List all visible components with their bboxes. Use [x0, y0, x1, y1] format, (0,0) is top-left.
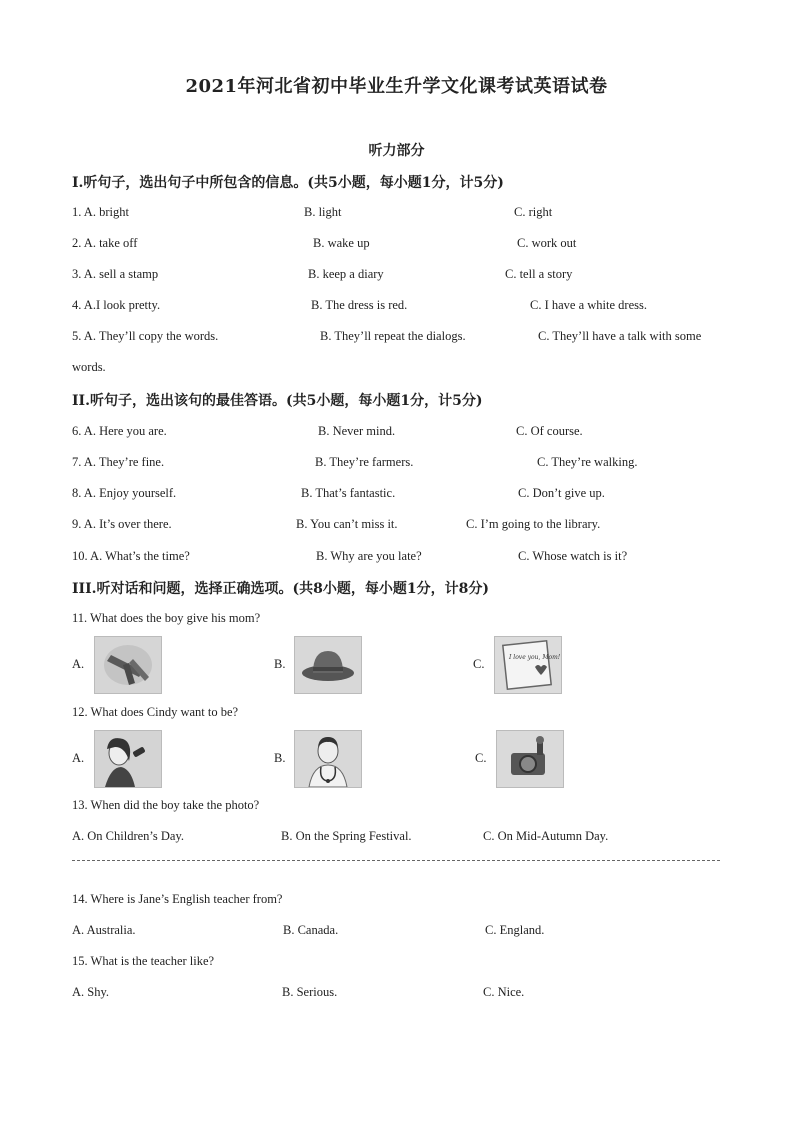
q15-question: 15. What is the teacher like? — [72, 954, 215, 968]
part-3-heading: III.听对话和问题，选择正确选项。(共8小题，每小题1分，计8分) — [72, 581, 489, 597]
q1-option-c: C. right — [514, 205, 553, 219]
q12-label-c: C. — [475, 751, 487, 765]
q10-option-c: C. Whose watch is it? — [518, 549, 628, 563]
q11-question: 11. What does the boy give his mom? — [72, 611, 261, 625]
q2-option-b: B. wake up — [313, 236, 370, 250]
q5-option-c-continued: words. — [72, 360, 106, 374]
q11-label-b: B. — [274, 657, 286, 671]
q11-label-a: A. — [72, 657, 85, 671]
page-title: 2021年河北省初中毕业生升学文化课考试英语试卷 — [185, 76, 608, 97]
q4-option-c: C. I have a white dress. — [530, 298, 647, 312]
q10-option-b: B. Why are you late? — [316, 549, 422, 563]
q8-option-a: 8. A. Enjoy yourself. — [72, 486, 177, 500]
q14-option-a: A. Australia. — [72, 923, 136, 937]
q8-option-b: B. That’s fantastic. — [301, 486, 396, 500]
q7-option-b: B. They’re farmers. — [315, 455, 414, 469]
part-2-heading: II.听句子，选出该句的最佳答语。(共5小题，每小题1分，计5分) — [72, 393, 483, 409]
q9-option-b: B. You can’t miss it. — [296, 517, 398, 531]
page-break-divider — [72, 860, 720, 861]
q2-option-a: 2. A. take off — [72, 236, 138, 250]
q14-question: 14. Where is Jane’s English teacher from? — [72, 892, 283, 906]
q6-option-a: 6. A. Here you are. — [72, 424, 167, 438]
q4-option-a: 4. A.I look pretty. — [72, 298, 161, 312]
q15-option-b: B. Serious. — [282, 985, 338, 999]
q13-option-a: A. On Children’s Day. — [72, 829, 185, 843]
q3-option-c: C. tell a story — [505, 267, 573, 281]
card-text: I love you, Mom! — [509, 654, 561, 661]
q12-label-b: B. — [274, 751, 286, 765]
q13-question: 13. When did the boy take the photo? — [72, 798, 260, 812]
q7-option-a: 7. A. They’re fine. — [72, 455, 165, 469]
q7-option-c: C. They’re walking. — [537, 455, 638, 469]
singer-image — [94, 730, 162, 788]
q9-option-c: C. I’m going to the library. — [466, 517, 601, 531]
part-1-heading: I.听句子，选出句子中所包含的信息。(共5小题，每小题1分，计5分) — [72, 175, 504, 191]
q14-option-b: B. Canada. — [283, 923, 339, 937]
hat-image — [294, 636, 362, 694]
q3-option-b: B. keep a diary — [308, 267, 384, 281]
q3-option-a: 3. A. sell a stamp — [72, 267, 159, 281]
q14-option-c: C. England. — [485, 923, 545, 937]
q5-option-b: B. They’ll repeat the dialogs. — [320, 329, 466, 343]
q11-label-c: C. — [473, 657, 485, 671]
q15-option-a: A. Shy. — [72, 985, 110, 999]
q8-option-c: C. Don’t give up. — [518, 486, 605, 500]
q12-label-a: A. — [72, 751, 85, 765]
q9-option-a: 9. A. It’s over there. — [72, 517, 172, 531]
q5-option-a: 5. A. They’ll copy the words. — [72, 329, 219, 343]
q6-option-c: C. Of course. — [516, 424, 583, 438]
section-heading: 听力部分 — [368, 143, 425, 159]
q5-option-c: C. They’ll have a talk with some — [538, 329, 702, 343]
q15-option-c: C. Nice. — [483, 985, 525, 999]
q13-option-b: B. On the Spring Festival. — [281, 829, 412, 843]
q13-option-c: C. On Mid-Autumn Day. — [483, 829, 609, 843]
q1-option-b: B. light — [304, 205, 342, 219]
doctor-image — [294, 730, 362, 788]
camera-image — [496, 730, 564, 788]
q4-option-b: B. The dress is red. — [311, 298, 408, 312]
card-image — [494, 636, 562, 694]
q6-option-b: B. Never mind. — [318, 424, 396, 438]
q12-question: 12. What does Cindy want to be? — [72, 705, 239, 719]
q2-option-c: C. work out — [517, 236, 577, 250]
q1-option-a: 1. A. bright — [72, 205, 129, 219]
scarf-image — [94, 636, 162, 694]
q10-option-a: 10. A. What’s the time? — [72, 549, 190, 563]
